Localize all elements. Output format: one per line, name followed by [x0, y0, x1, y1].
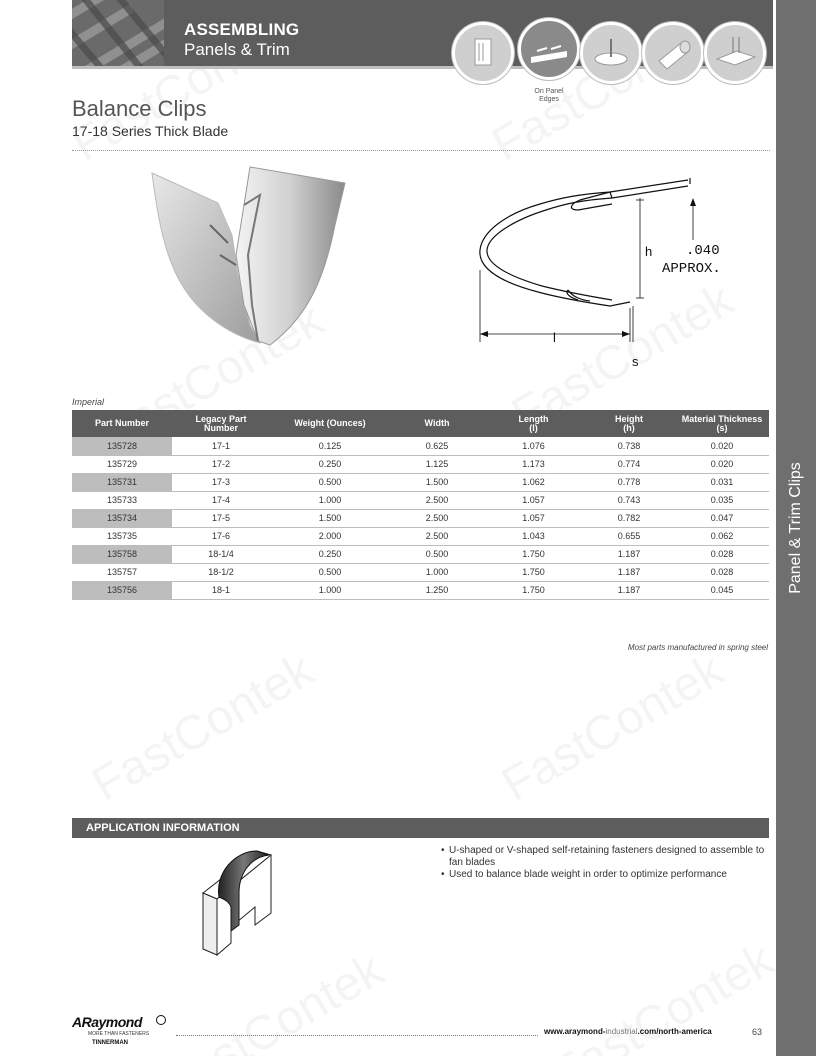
- col-header-width: Width: [390, 410, 484, 437]
- cell-length: 1.750: [484, 545, 583, 563]
- label-approx: APPROX.: [662, 261, 721, 277]
- product-title: Balance Clips: [72, 96, 207, 121]
- cell-legacy-part: 17-1: [172, 437, 270, 455]
- col-header-legacy: Legacy Part Number: [172, 410, 270, 437]
- product-subtitle: 17-18 Series Thick Blade: [72, 123, 229, 139]
- balance-clip-image: [140, 165, 360, 350]
- cell-legacy-part: 17-3: [172, 473, 270, 491]
- col-header-length: Length (l): [484, 410, 583, 437]
- watermark: [83, 642, 323, 812]
- cell-width: 0.500: [390, 545, 484, 563]
- table-row: [72, 545, 769, 563]
- cell-weight: 0.125: [270, 437, 390, 455]
- spec-table: [72, 410, 769, 600]
- cell-legacy-part: 17-6: [172, 527, 270, 545]
- cell-width: 1.500: [390, 473, 484, 491]
- woven-texture-image: [72, 0, 164, 66]
- table-header-row: [72, 410, 769, 437]
- application-heading: APPLICATION INFORMATION: [72, 818, 769, 838]
- tube-icon[interactable]: [642, 22, 704, 84]
- table-row: [72, 455, 769, 473]
- url-suffix: .com/north-america: [637, 1027, 712, 1036]
- cell-height: 0.743: [583, 491, 675, 509]
- cell-legacy-part: 18-1/4: [172, 545, 270, 563]
- table-row: [72, 473, 769, 491]
- col-header-thickness: Material Thickness (s): [675, 410, 769, 437]
- cell-width: 1.250: [390, 581, 484, 599]
- cell-width: 2.500: [390, 527, 484, 545]
- cell-length: 1.750: [484, 581, 583, 599]
- cell-length: 1.057: [484, 509, 583, 527]
- cell-weight: 2.000: [270, 527, 390, 545]
- cell-length: 1.057: [484, 491, 583, 509]
- label-l: l: [553, 330, 556, 345]
- table-row: [72, 527, 769, 545]
- category-icons: [450, 18, 780, 90]
- application-bullets: [441, 845, 771, 881]
- flat-panel-icon[interactable]: [704, 22, 766, 84]
- cell-weight: 1.000: [270, 491, 390, 509]
- dimension-drawing: [460, 170, 760, 370]
- cell-part-number: 135757: [72, 563, 172, 581]
- cell-width: 1.125: [390, 455, 484, 473]
- col-header-part-number: Part Number: [72, 410, 172, 437]
- cell-thickness: 0.031: [675, 473, 769, 491]
- cell-thickness: 0.028: [675, 563, 769, 581]
- table-row: [72, 491, 769, 509]
- cell-height: 0.738: [583, 437, 675, 455]
- cell-height: 1.187: [583, 563, 675, 581]
- cell-legacy-part: 17-4: [172, 491, 270, 509]
- cell-thickness: 0.020: [675, 455, 769, 473]
- table-row: [72, 563, 769, 581]
- cell-weight: 1.500: [270, 509, 390, 527]
- watermark: [543, 932, 783, 1056]
- table-row: [72, 581, 769, 599]
- footer-url[interactable]: [544, 1027, 712, 1036]
- logo-mark-icon: [156, 1015, 166, 1025]
- cell-height: 0.655: [583, 527, 675, 545]
- cell-length: 1.076: [484, 437, 583, 455]
- page-number: 63: [752, 1027, 763, 1037]
- label-h: h: [645, 244, 653, 259]
- cell-width: 2.500: [390, 509, 484, 527]
- cell-part-number: 135735: [72, 527, 172, 545]
- cell-legacy-part: 17-5: [172, 509, 270, 527]
- application-bullet: • U-shaped or V-shaped self-retaining fasteners designed to assemble to fan blades: [441, 845, 771, 869]
- panel-edge-icon[interactable]: [518, 18, 580, 80]
- side-tab-label: Panel & Trim Clips: [787, 462, 804, 594]
- cell-length: 1.750: [484, 563, 583, 581]
- icon-caption: On Panel Edges: [534, 88, 564, 103]
- divider: [72, 150, 770, 151]
- cell-thickness: 0.028: [675, 545, 769, 563]
- cell-thickness: 0.045: [675, 581, 769, 599]
- panel-stack-icon[interactable]: [452, 22, 514, 84]
- cell-part-number: 135734: [72, 509, 172, 527]
- cell-thickness: 0.020: [675, 437, 769, 455]
- url-light: industrial: [605, 1027, 638, 1036]
- application-bullet: • Used to balance blade weight in order to optimize performance: [441, 869, 771, 881]
- cell-legacy-part: 18-1: [172, 581, 270, 599]
- cell-weight: 0.250: [270, 545, 390, 563]
- table-row: [72, 509, 769, 527]
- cell-width: 0.625: [390, 437, 484, 455]
- label-s: s: [632, 354, 639, 369]
- cell-height: 0.782: [583, 509, 675, 527]
- label-thickness: .040: [686, 243, 720, 259]
- cell-weight: 0.250: [270, 455, 390, 473]
- cell-weight: 0.500: [270, 563, 390, 581]
- application-image: [195, 843, 277, 963]
- cell-part-number: 135758: [72, 545, 172, 563]
- cell-part-number: 135733: [72, 491, 172, 509]
- cell-thickness: 0.047: [675, 509, 769, 527]
- cell-height: 0.778: [583, 473, 675, 491]
- cell-weight: 1.000: [270, 581, 390, 599]
- cell-part-number: 135729: [72, 455, 172, 473]
- cell-width: 2.500: [390, 491, 484, 509]
- material-note: Most parts manufactured in spring steel: [627, 643, 768, 652]
- cell-height: 0.774: [583, 455, 675, 473]
- footer-divider: [176, 1035, 538, 1036]
- cell-length: 1.043: [484, 527, 583, 545]
- cell-part-number: 135731: [72, 473, 172, 491]
- logo-tagline: MORE THAN FASTENERS: [88, 1031, 150, 1037]
- url-prefix: www.araymond-: [544, 1027, 606, 1036]
- cell-legacy-part: 17-2: [172, 455, 270, 473]
- cell-length: 1.062: [484, 473, 583, 491]
- unit-label: Imperial: [72, 397, 105, 407]
- cell-part-number: 135728: [72, 437, 172, 455]
- cell-legacy-part: 18-1/2: [172, 563, 270, 581]
- cell-thickness: 0.035: [675, 491, 769, 509]
- cell-width: 1.000: [390, 563, 484, 581]
- tinnerman-logo: TINNERMAN: [92, 1040, 128, 1046]
- cell-part-number: 135756: [72, 581, 172, 599]
- cell-height: 1.187: [583, 545, 675, 563]
- cell-thickness: 0.062: [675, 527, 769, 545]
- fastener-stud-icon[interactable]: [580, 22, 642, 84]
- cell-length: 1.173: [484, 455, 583, 473]
- watermark: [493, 642, 733, 812]
- header-subtitle: Panels & Trim: [184, 40, 290, 59]
- cell-weight: 0.500: [270, 473, 390, 491]
- table-row: [72, 437, 769, 455]
- col-header-weight: Weight (Ounces): [270, 410, 390, 437]
- header-title: ASSEMBLING: [184, 20, 300, 39]
- cell-height: 1.187: [583, 581, 675, 599]
- araymond-logo: ARaymond: [72, 1014, 142, 1030]
- col-header-height: Height (h): [583, 410, 675, 437]
